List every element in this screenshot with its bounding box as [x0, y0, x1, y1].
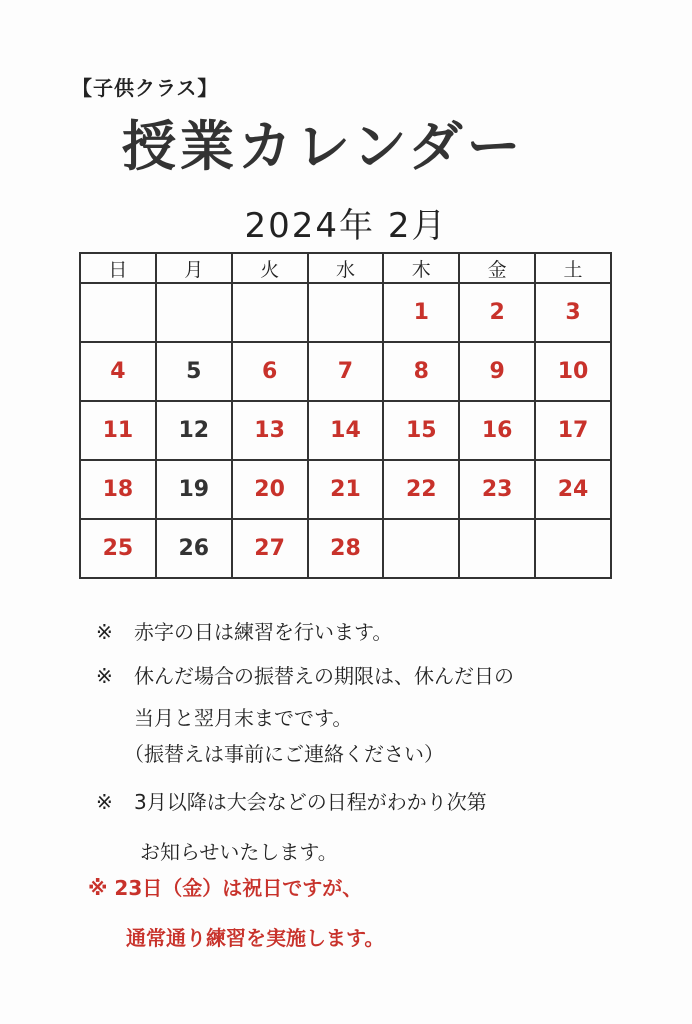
day-cell-5: 5: [156, 342, 232, 401]
day-cell-3: 3: [535, 283, 611, 342]
day-cell-8: 8: [383, 342, 459, 401]
weekday-fri: 金: [459, 253, 535, 283]
day-cell-18: 18: [80, 460, 156, 519]
month-label: 2024年 2月: [244, 206, 448, 246]
calendar-body: [80, 283, 611, 578]
day-cell-25: 25: [80, 519, 156, 578]
note-mark: ※: [96, 664, 113, 688]
weekday-sat: 土: [535, 253, 611, 283]
day-cell-6: 6: [232, 342, 308, 401]
note-mark: ※: [96, 620, 113, 644]
week-row: [80, 401, 611, 460]
day-cell-15: 15: [383, 401, 459, 460]
month-heading: [0, 198, 692, 247]
day-cell-23: 23: [459, 460, 535, 519]
empty-cell: [156, 283, 232, 342]
day-cell-2: 2: [459, 283, 535, 342]
day-cell-16: 16: [459, 401, 535, 460]
weekday-sun: 日: [80, 253, 156, 283]
day-cell-13: 13: [232, 401, 308, 460]
day-cell-20: 20: [232, 460, 308, 519]
weekday-tue: 火: [232, 253, 308, 283]
note-text: （振替えは事前にご連絡ください）: [124, 742, 444, 766]
day-cell-22: 22: [383, 460, 459, 519]
day-cell-14: 14: [308, 401, 384, 460]
week-row: [80, 283, 611, 342]
class-tag: 【子供クラス】: [72, 76, 219, 100]
day-cell-7: 7: [308, 342, 384, 401]
holiday-note-text: 通常通り練習を実施します。: [126, 926, 385, 950]
empty-cell: [535, 519, 611, 578]
note-text: 休んだ場合の振替えの期限は、休んだ日の: [134, 664, 514, 688]
day-cell-9: 9: [459, 342, 535, 401]
day-cell-17: 17: [535, 401, 611, 460]
page-title: 授業カレンダー: [122, 115, 525, 178]
day-cell-27: 27: [232, 519, 308, 578]
weekday-mon: 月: [156, 253, 232, 283]
week-row: [80, 519, 611, 578]
note-text: 赤字の日は練習を行います。: [134, 620, 393, 644]
note-text: お知らせいたします。: [140, 840, 338, 864]
note-text: 3月以降は大会などの日程がわかり次第: [134, 790, 487, 814]
day-cell-1: 1: [383, 283, 459, 342]
day-cell-10: 10: [535, 342, 611, 401]
day-cell-28: 28: [308, 519, 384, 578]
weekday-wed: 水: [308, 253, 384, 283]
week-row: [80, 342, 611, 401]
empty-cell: [459, 519, 535, 578]
week-row: [80, 460, 611, 519]
weekday-thu: 木: [383, 253, 459, 283]
empty-cell: [383, 519, 459, 578]
calendar-table: [79, 252, 612, 579]
day-cell-21: 21: [308, 460, 384, 519]
note-mark: ※: [96, 790, 113, 814]
day-cell-26: 26: [156, 519, 232, 578]
note-text: 当月と翌月末までです。: [134, 706, 353, 730]
day-cell-24: 24: [535, 460, 611, 519]
day-cell-12: 12: [156, 401, 232, 460]
day-cell-11: 11: [80, 401, 156, 460]
empty-cell: [80, 283, 156, 342]
empty-cell: [232, 283, 308, 342]
empty-cell: [308, 283, 384, 342]
day-cell-19: 19: [156, 460, 232, 519]
holiday-note: [88, 878, 362, 898]
weekday-header-row: [80, 253, 611, 283]
holiday-note-text: ※ 23日（金）は祝日ですが、: [88, 876, 363, 900]
day-cell-4: 4: [80, 342, 156, 401]
holiday-note-cont: [126, 928, 384, 948]
